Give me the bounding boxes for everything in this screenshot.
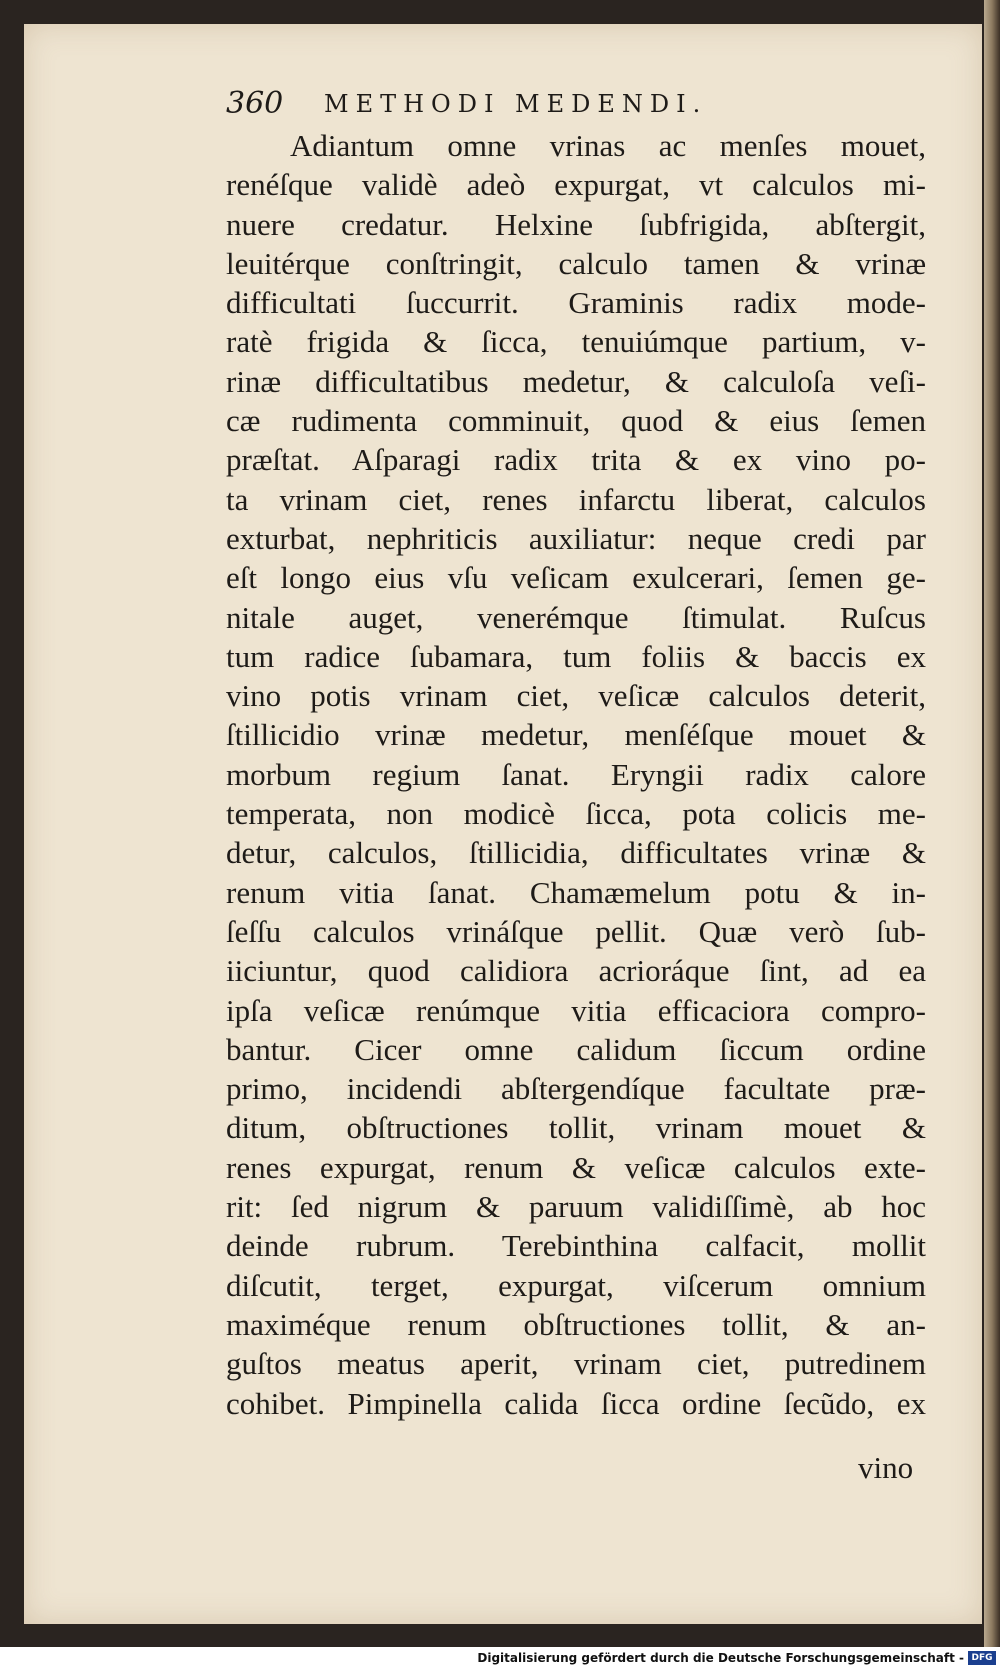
text-line: eſt longo eius vſu veſicam exulcerari, ſemen ge- [226, 560, 926, 596]
text-line: difficultati ſuccurrit. Graminis radix mode- [226, 285, 926, 321]
funding-credit: Digitalisierung gefördert durch die Deutsche Forschungsgemeinschaft - [477, 1651, 964, 1665]
text-line: bantur. Cicer omne calidum ſiccum ordine [226, 1031, 926, 1067]
text-line: renes expurgat, renum & veſicæ calculos exte- [226, 1149, 926, 1185]
text-line: maximéque renum obſtructiones tollit, & an- [226, 1306, 926, 1342]
text-line: nitale auget, venerémque ſtimulat. Ruſcus [226, 599, 926, 635]
text-line: vino potis vrinam ciet, veſicæ calculos deterit, [226, 678, 926, 714]
text-line: Adiantum omne vrinas ac menſes mouet, [290, 128, 926, 163]
footer-band [0, 1647, 1000, 1670]
running-title: METHODI MEDENDI. [324, 90, 708, 118]
running-head [226, 84, 926, 124]
text-line: ſtillicidio vrinæ medetur, menſéſque mouet & [226, 717, 926, 753]
text-line: ditum, obſtructiones tollit, vrinam mouet & [226, 1110, 926, 1146]
text-line: diſcutit, terget, expurgat, viſcerum omnium [226, 1267, 926, 1303]
text-line: temperata, non modicè ſicca, pota colicis me- [226, 796, 926, 832]
text-line: deinde rubrum. Terebinthina calfacit, mollit [226, 1228, 926, 1264]
dfg-logo: DFG [968, 1651, 996, 1665]
text-line: rinæ difficultatibus medetur, & calculoſa veſi- [226, 363, 926, 399]
text-line: rit: ſed nigrum & paruum validiſſimè, ab hoc [226, 1189, 926, 1225]
text-line: præſtat. Aſparagi radix trita & ex vino po- [226, 442, 926, 478]
text-line: iiciuntur, quod calidiora acrioráque ſint, ad ea [226, 953, 926, 989]
text-line: detur, calculos, ſtillicidia, difficultates vrinæ & [226, 835, 926, 871]
text-line: ratè frigida & ſicca, tenuiúmque partium, v- [226, 324, 926, 360]
text-line: nuere credatur. Helxine ſubfrigida, abſtergit, [226, 206, 926, 242]
text-line: renum vitia ſanat. Chamæmelum potu & in- [226, 874, 926, 910]
text-line: exturbat, nephriticis auxiliatur: neque credi par [226, 520, 926, 556]
page-number: 360 [226, 86, 284, 121]
text-line: cæ rudimenta comminuit, quod & eius ſemen [226, 403, 926, 439]
page-edge [984, 0, 1000, 1647]
catchword: vino [858, 1450, 914, 1485]
text-line: tum radice ſubamara, tum foliis & baccis ex [226, 638, 926, 674]
text-line: guſtos meatus aperit, vrinam ciet, putredinem [226, 1346, 926, 1382]
text-line: morbum regium ſanat. Eryngii radix calore [226, 756, 926, 792]
text-line: leuitérque conſtringit, calculo tamen & vrinæ [226, 245, 926, 281]
text-line: ipſa veſicæ renúmque vitia efficaciora compro- [226, 992, 926, 1028]
text-line: ta vrinam ciet, renes infarctu liberat, calculos [226, 481, 926, 517]
text-line: ſeſſu calculos vrináſque pellit. Quæ verò ſub- [226, 913, 926, 949]
text-line: primo, incidendi abſtergendíque facultate præ- [226, 1071, 926, 1107]
text-line: cohibet. Pimpinella calida ſicca ordine ſecũdo, ex [226, 1385, 926, 1421]
text-line: renéſque validè adeò expurgat, vt calculos mi- [226, 167, 926, 203]
text-block [226, 126, 926, 1423]
